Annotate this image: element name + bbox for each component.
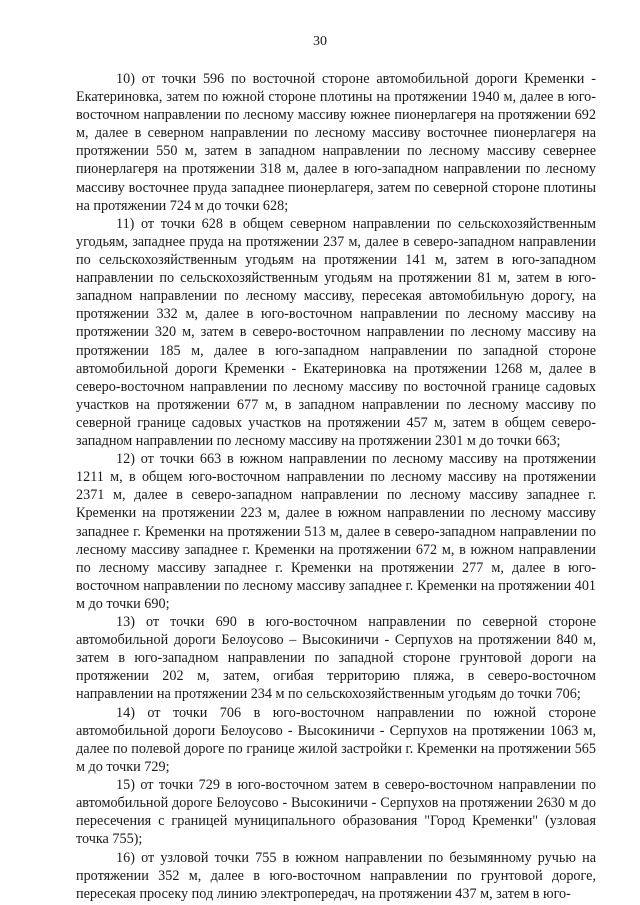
paragraph-15: 15) от точки 729 в юго-восточном затем в северо-восточном направлении по автомобильной дороге Белоусово - Высокиничи - Серпухов на протяжении 2630 м до пересечения с границей муниципального образования "Город Кременки" (узловая точка 755); (76, 777, 596, 848)
paragraph-11: 11) от точки 628 в общем северном направлении по сельскохозяйственным угодьям, западнее пруда на протяжении 237 м, далее в северо-западном направлении по сельскохозяйственным угодьям на протяжении 141 м, затем в юго-западном направлении по сельскохозяйственным угодьям на протяжении 81 м, затем в юго-западном направлении по лесному массиву, пересекая автомобильную дорогу, на протяжении 332 м, далее в юго-восточном направлении по лесному массиву на протяжении 320 м, затем в северо-восточном направлении по лесному массиву на протяжении 185 м, далее в юго-западном направлении по западной стороне автомобильной дороги Кременки - Екатериновка на протяжении 1268 м, далее в северо-восточном направлении по лесному массиву по восточной границе садовых участков на протяжении 677 м, в западном направлении по лесному массиву по северной границе садовых участков на протяжении 457 м, затем в общем северо-западном направлении по лесному массиву на протяжении 2301 м до точки 663; (76, 215, 596, 449)
paragraph-10: 10) от точки 596 по восточной стороне автомобильной дороги Кременки - Екатериновка, затем по южной стороне плотины на протяжении 1940 м, далее в юго-восточном направлении по лесному массиву южнее пионерлагеря на протяжении 692 м, далее в северном направлении по лесному массиву восточнее пионерлагеря на протяжении 550 м, затем в западном направлении по лесному массиву севернее пионерлагеря на протяжении 318 м, далее в юго-западном направлении по лесному массиву восточнее пруда западнее пионерлагеря, затем по северной стороне плотины на протяжении 724 м до точки 628; (76, 71, 596, 214)
paragraph-14: 14) от точки 706 в юго-восточном направлении по южной стороне автомобильной дороги Белоусово - Высокиничи - Серпухов на протяжении 1063 м, далее по полевой дороге по границе жилой застройки г. Кременки на протяжении 565 м до точки 729; (76, 704, 596, 775)
page-number: 30 (313, 34, 327, 49)
document-body (76, 70, 596, 903)
paragraph-16: 16) от узловой точки 755 в южном направлении по безымянному ручью на протяжении 352 м, далее в юго-восточном направлении по грунтовой дороге, пересекая просеку под линию электропередач, на протяжении 437 м, затем в юго- (76, 849, 596, 902)
paragraph-13: 13) от точки 690 в юго-восточном направлении по северной стороне автомобильной дороги Белоусово – Высокиничи - Серпухов на протяжении 840 м, затем в юго-западном направлении по западной стороне грунтовой дороги на протяжении 202 м, затем, огибая территорию пляжа, в северо-восточном направлении на протяжении 234 м по сельскохозяйственным угодьям до точки 706; (76, 614, 596, 703)
paragraph-12: 12) от точки 663 в южном направлении по лесному массиву на протяжении 1211 м, в общем юго-восточном направлении по лесному массиву на протяжении 2371 м, далее в северо-западном направлении по лесному массиву западнее г. Кременки на протяжении 223 м, далее в южном направлении по лесному массиву западнее г. Кременки на протяжении 513 м, далее в северо-западном направлении по лесному массиву западнее г. Кременки на протяжении 672 м, в южном направлении по лесному массиву западнее г. Кременки на протяжении 277 м, далее в юго-восточном направлении по лесному массиву западнее г. Кременки на протяжении 401 м до точки 690; (76, 451, 596, 612)
